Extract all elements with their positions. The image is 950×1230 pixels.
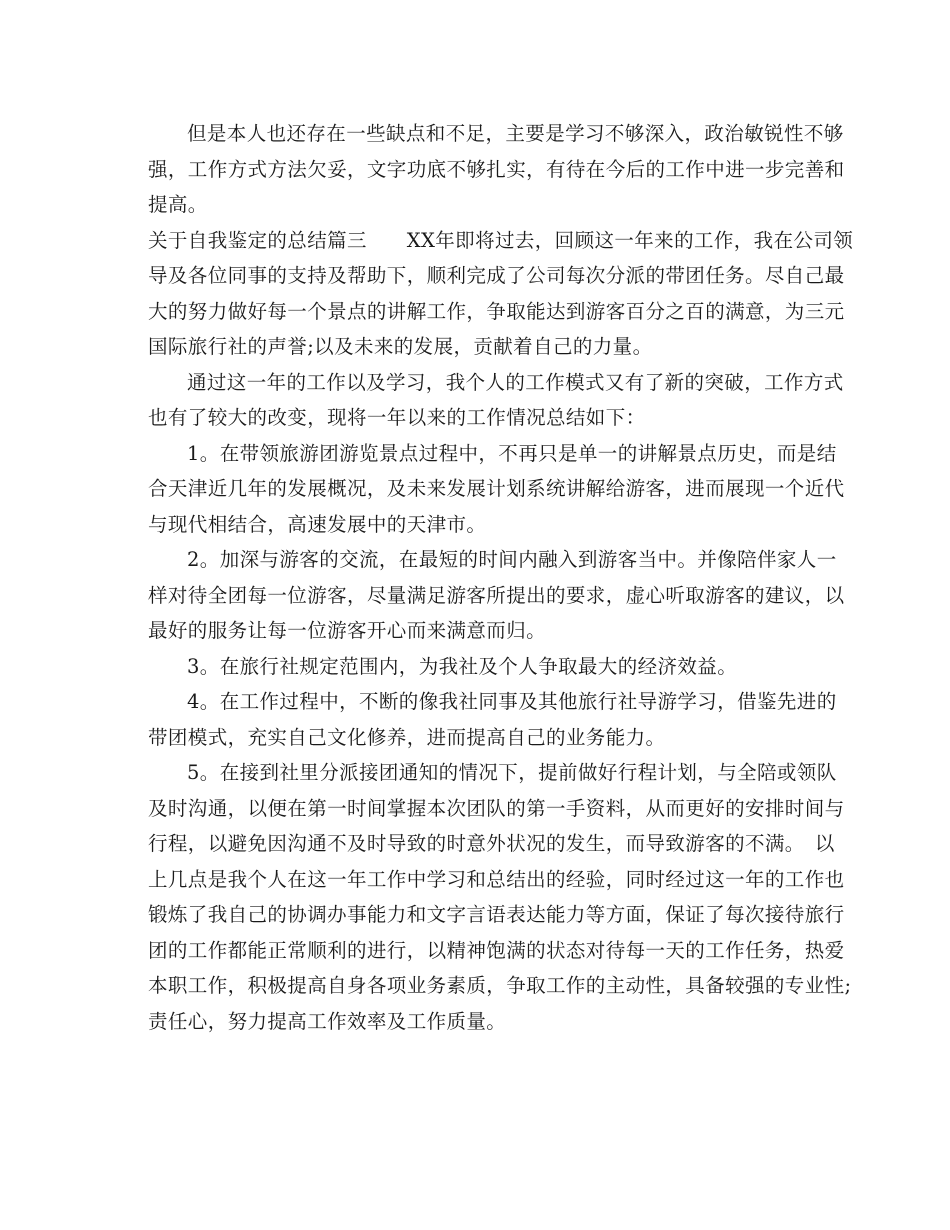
- text-line: 合天津近几年的发展概况，及未来发展计划系统讲解给游客，进而展现一个近代: [148, 477, 845, 500]
- text-line: 行程，以避免因沟通不及时导致的时意外状况的发生，而导致游客的不满。 以: [148, 832, 835, 855]
- text-line: 提高。: [148, 193, 208, 216]
- text-line: 上几点是我个人在这一年工作中学习和总结出的经验，同时经过这一年的工作也: [148, 867, 845, 891]
- text-line: 样对待全团每一位游客，尽量满足游客所提出的要求，虚心听取游客的建议，以: [148, 583, 845, 607]
- text-line: 通过这一年的工作以及学习，我个人的工作模式又有了新的突破，工作方式: [187, 370, 844, 394]
- text-line: 4。在工作过程中，不断的像我社同事及其他旅行社导游学习，借鉴先进的: [187, 690, 837, 713]
- text-line: 导及各位同事的支持及帮助下，顺利完成了公司每次分派的带团任务。尽自己最: [148, 264, 845, 287]
- text-line: 与现代相结合，高速发展中的天津市。: [148, 512, 487, 536]
- text-line: 5。在接到社里分派接团通知的情况下，提前做好行程计划，与全陪或领队: [187, 761, 837, 784]
- text-line: 关于自我鉴定的总结篇三 XX年即将过去，回顾这一年来的工作，我在公司领: [148, 228, 854, 252]
- text-line: 2。加深与游客的交流，在最短的时间内融入到游客当中。并像陪伴家人一: [187, 548, 837, 571]
- text-line: 团的工作都能正常顺利的进行，以精神饱满的状态对待每一天的工作任务，热爱: [148, 938, 845, 962]
- text-line: 国际旅行社的声誉;以及未来的发展，贡献着自己的力量。: [148, 335, 653, 358]
- text-line: 及时沟通，以便在第一时间掌握本次团队的第一手资料，从而更好的安排时间与: [148, 796, 845, 820]
- text-line: 责任心，努力提高工作效率及工作质量。: [148, 1009, 507, 1033]
- text-line: 锻炼了我自己的协调办事能力和文字言语表达能力等方面，保证了每次接待旅行: [148, 903, 845, 926]
- text-line: 本职工作，积极提高自身各项业务素质，争取工作的主动性，具备较强的专业性;: [148, 974, 852, 997]
- text-line: 带团模式，充实自己文化修养，进而提高自己的业务能力。: [148, 725, 666, 749]
- text-line: 大的努力做好每一个景点的讲解工作，争取能达到游客百分之百的满意，为三元: [148, 299, 845, 323]
- text-line: 1。在带领旅游团游览景点过程中，不再只是单一的讲解景点历史，而是结: [187, 441, 837, 465]
- text-line: 也有了较大的改变，现将一年以来的工作情况总结如下：: [148, 406, 646, 429]
- text-line: 3。在旅行社规定范围内，为我社及个人争取最大的经济效益。: [187, 654, 738, 678]
- text-line: 最好的服务让每一位游客开心而来满意而归。: [148, 619, 547, 642]
- document-body: [148, 116, 854, 1039]
- text-line: 但是本人也还存在一些缺点和不足，主要是学习不够深入，政治敏锐性不够: [187, 122, 844, 145]
- text-line: 强，工作方式方法欠妥，文字功底不够扎实，有待在今后的工作中进一步完善和: [148, 157, 845, 181]
